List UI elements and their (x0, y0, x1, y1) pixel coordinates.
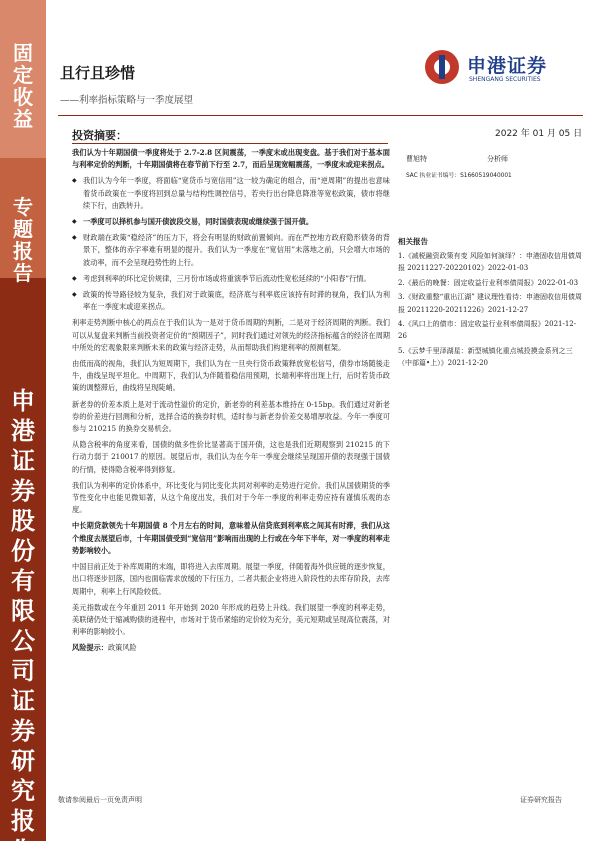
related-report-item[interactable]: 1.《减税融资政策有变 风险如何演绎？：申港固收信用债周报 20211227-20220102》2022-01-03 (398, 252, 582, 273)
related-report-item[interactable]: 3.《财政重整“重出江湖” 建议理性看待：申港固收信用债周报 20211220-20211226》2021-12-27 (398, 293, 583, 314)
abstract-paragraph: 从隐含税率的角度来看，国债的做多性价比显著高于国开债，这也是我们近期观察到 210215 的下行动力弱于 210017 的原因。展望后市，我们认为在今年一季度会继续呈现国开债的表现强于国债的行情，使得隐含税率得到修复。 (72, 440, 390, 474)
sidebar-char: 公 (11, 627, 35, 655)
analyst-title: 分析师 (487, 155, 508, 163)
footer-report-type: 证券研究报告 (520, 796, 562, 804)
sidebar-char: 证 (11, 447, 35, 475)
risk-label: 风险提示： (72, 643, 108, 653)
sidebar-report-type-label (0, 196, 46, 284)
related-reports-list (398, 250, 584, 372)
sidebar-char: 告 (11, 837, 35, 865)
sidebar-char: 港 (11, 417, 35, 445)
sidebar-char: 报 (13, 239, 33, 263)
abstract-paragraph: 我们认为利率的定价体系中，环比变化与同比变化共同对利率的走势进行定价。我们从国债期货的季节性变化中也能见微知著，从这个角度出发，我们对于今年一季度的利率走势应持有谨慎乐观的态度。 (72, 480, 390, 515)
sidebar-char: 有 (11, 567, 35, 595)
footer-disclaimer-link[interactable]: 敬请参阅最后一页免责声明 (58, 796, 142, 804)
sidebar-char: 专 (13, 195, 33, 219)
related-report-item[interactable]: 4.《风口上的债市：固定收益行业利率债周报》2021-12-26 (398, 320, 577, 341)
abstract-paragraph: 中国目前正处于补库周期的末端，即将进入去库周期。展望一季度，伴随着海外供应链的逐步恢复，出口将逐步回落，国内也面临需求放缓的下行压力，二者共振企业将进入阶段性的去库存阶段，去库周期中，利率上行风险较低。 (72, 562, 390, 596)
risk-text: 政策风险 (107, 643, 137, 653)
abstract-bullet: ◆ 考虑到利率的环比定价规律，三月份市场或将重演季节后流动性宽松延续的“小阳春”行情。 (72, 273, 390, 285)
logo-name: 申港证券 (467, 55, 548, 77)
report-subtitle: ——利率指标策略与一季度展望 (60, 95, 194, 106)
related-report-item[interactable]: 5.《云梦千里泽湖星：新型城镇化重点城投摸金系列之三（中部篇•上）》2021-12-20 (398, 346, 573, 368)
related-report-item[interactable]: 2.《最后的晚餐：固定收益行业利率债周报》2022-01-03 (398, 278, 579, 287)
sidebar-company-label (0, 386, 46, 866)
logo-mark-icon (425, 50, 459, 84)
abstract-paragraph: 我们认为十年期国债一季度将处于 2.7-2.8 区间震荡，一季度末或出现变盘。基于我们对于基本面与利率定价的判断，十年期国债将在春节前下行至 2.7，而后呈现宽幅震荡，一季度末或迎来拐点。 (72, 148, 390, 170)
sidebar-char: 证 (11, 687, 35, 715)
abstract-paragraph (72, 642, 390, 654)
sidebar-char: 定 (13, 63, 33, 87)
sidebar-char: 研 (11, 747, 35, 775)
abstract-paragraph: 美元指数或在今年重回 2011 年开始到 2020 年形成的趋势上升线。我们展望一季度的利率走势，美联储仍处于缩减购债的进程中，市场对于货币紧缩的定价较为充分，美元短期或呈现高位震荡，对利率的影响较小。 (72, 602, 390, 637)
related-reports-heading: 相关报告 (398, 237, 428, 246)
sidebar-char: 券 (11, 477, 35, 505)
sidebar-char: 究 (11, 777, 35, 805)
sidebar-char: 股 (11, 507, 35, 535)
abstract-paragraph: 利率走势判断中核心的两点在于我们认为一是对于货币周期的判断，二是对于经济周期的判断。我们可以从复盘来判断当前投资者定价的“预期因子”，同时我们通过对领先的经济指标蕴含的经济在周期中所处的宏观象限来判断未来的政策与经济走势，从而帮助我们构建利率的预测框架。 (72, 318, 390, 352)
sidebar-char: 份 (11, 537, 35, 565)
abstract-heading: 投资摘要： (72, 129, 127, 142)
abstract-bullet: ◆ 政策的传导路径较为复杂，我们对于政策底，经济底与利率底应该持有时滞的视角，我们认为利率在一季度末或迎来拐点。 (72, 289, 390, 313)
header-divider (58, 115, 583, 116)
abstract-bullet: ◆ 我们认为今年一季度，将面临“宽货币与宽信用”这一较为确定的组合，而“逆周期”的提出也意味着货币政策在一季度将回到总量与结构性调控信号，若央行出台降息降准等宽松政策，债市将继续下行，由跌转升。 (72, 175, 390, 212)
sidebar-char: 报 (11, 807, 35, 835)
sidebar-char: 告 (13, 261, 33, 285)
abstract-bullet: ◆ 财政端在政策“稳经济”的压力下，将会有明显的财政前置倾向。而在严控地方政府隐形债务的背景下，整体的赤字率难有明显的提升。我们认为一季度在“宽信用”未落地之前，只会增大市场的波动率，而不会呈现趋势性的上行。 (72, 232, 390, 269)
report-title: 且行且珍惜 (60, 64, 136, 82)
sidebar-char: 固 (13, 41, 33, 65)
sac-certificate: SAC 执业证书编号：S1660519040001 (406, 173, 512, 179)
sidebar-char: 益 (13, 107, 33, 131)
report-date: 2022 年 01 月 05 日 (495, 129, 583, 139)
sidebar-char: 司 (11, 657, 35, 685)
abstract-paragraph: 新老券的价差本质上是对于流动性溢价的定价，新老券的利差基本维持在 0-15bp。我们通过对新老券的价差进行回测和分析，选择合适的换券时机，适时参与新老券价差交易增厚收益。今年一季度可参与 210215 的换券交易机会。 (72, 399, 390, 434)
abstract-body (72, 147, 390, 659)
sidebar-char: 题 (13, 217, 33, 241)
sidebar-char: 收 (13, 85, 33, 109)
sidebar-char: 券 (11, 717, 35, 745)
abstract-divider (72, 143, 388, 144)
company-logo (425, 50, 575, 88)
logo-english-name: SHENGANG SECURITIES (469, 76, 541, 83)
sidebar-category-label (0, 42, 46, 130)
sidebar-char: 限 (11, 597, 35, 625)
sidebar (0, 0, 46, 865)
analyst-name: 曹旭特 (406, 155, 427, 163)
abstract-paragraph: 由低而高的视角，我们认为短周期下，我们认为在一旦央行货币政策释放宽松信号，债券市场随後走牛，曲线呈现平坦化。中周期下，我们认为伴随着稳信用预期，长端利率将出现上行，后时若货币政策的调整滞后，曲线将呈现陡峭。 (72, 359, 390, 393)
abstract-bullet: ◆ 一季度可以择机参与国开债波段交易，同时国债表现或继续强于国开债。 (72, 216, 390, 228)
abstract-paragraph: 中长期贷款领先十年期国债 8 个月左右的时间，意味着从信贷底到利率底之间其有时滞，我们从这个维度去展望后市，十年期国债受到“宽信用”影响而出现的上行或在今年下半年，对一季度的利率走势影响较小。 (72, 521, 390, 555)
sidebar-char: 申 (11, 387, 35, 415)
